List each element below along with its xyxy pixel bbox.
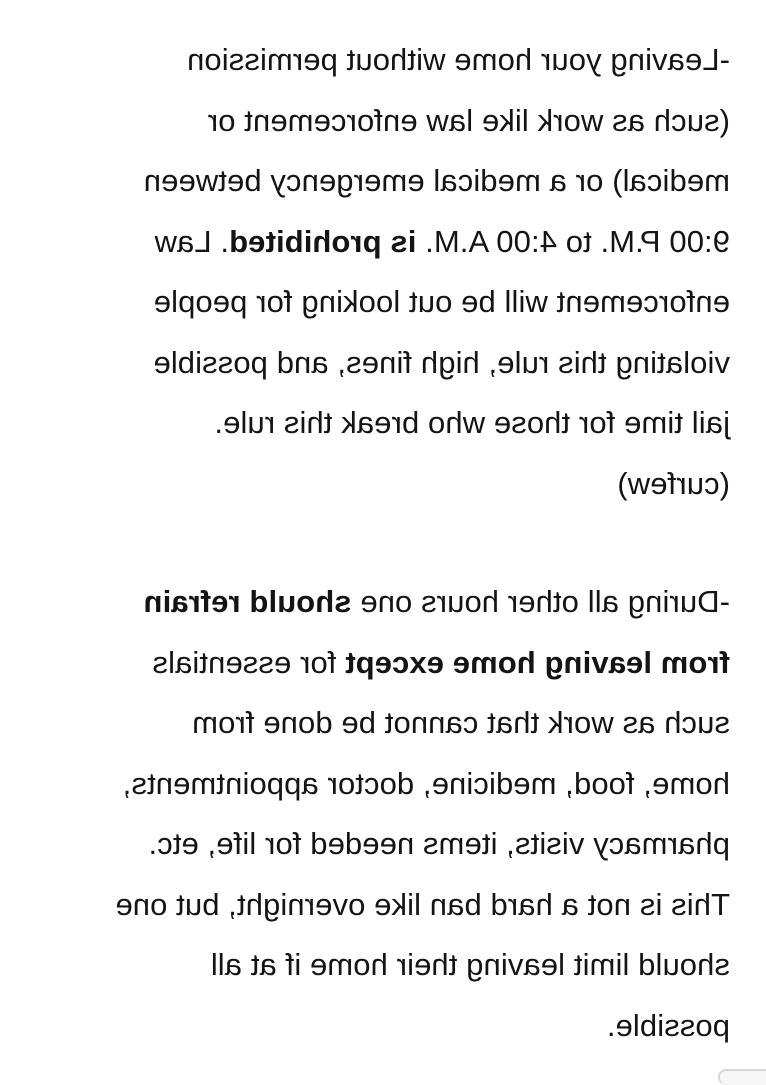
- bold-phrase-should-refrain: should refrain: [143, 584, 352, 619]
- text-line: (curfew): [617, 465, 730, 501]
- text-line: [30, 633, 730, 694]
- text-line: home, food, medicine, doctor appointments,: [122, 765, 730, 801]
- text-segment: for essentials: [152, 644, 346, 680]
- text-line: -Leaving your home without permission: [186, 42, 730, 77]
- text-segment: -During all other hours one: [351, 584, 730, 619]
- text-line: possible.: [606, 1007, 730, 1043]
- text-line: should limit leaving their home if at all: [210, 947, 730, 982]
- other-hours-paragraph: [30, 572, 730, 1056]
- text-line: This is not a hard ban like overnight, but one: [115, 886, 730, 922]
- text-line: jail time for those who break this rule.: [214, 405, 730, 440]
- bold-phrase-is-prohibited: is prohibited: [229, 223, 417, 259]
- text-line: (such as work like law enforcement or: [207, 102, 730, 138]
- text-line: [30, 212, 730, 273]
- curfew-paragraph: [30, 30, 730, 514]
- text-line: pharmacy visits, items needed for life, etc.: [148, 826, 730, 861]
- bold-phrase-from-leaving-home: from leaving home: [443, 644, 730, 680]
- text-segment: . Law: [154, 223, 230, 259]
- text-line: violating this rule, high fines, and possible: [153, 344, 730, 380]
- corner-tab-edge: [718, 1069, 766, 1085]
- text-segment: 9:00 P.M. to 4:00 A.M.: [416, 223, 730, 259]
- text-line: enforcement will be out looking for people: [153, 284, 730, 319]
- bold-phrase-except: except: [345, 644, 444, 680]
- text-line: [30, 572, 730, 633]
- text-line: such as work that cannot be done from: [192, 705, 730, 740]
- text-line: medical) or a medical emergency between: [143, 163, 730, 198]
